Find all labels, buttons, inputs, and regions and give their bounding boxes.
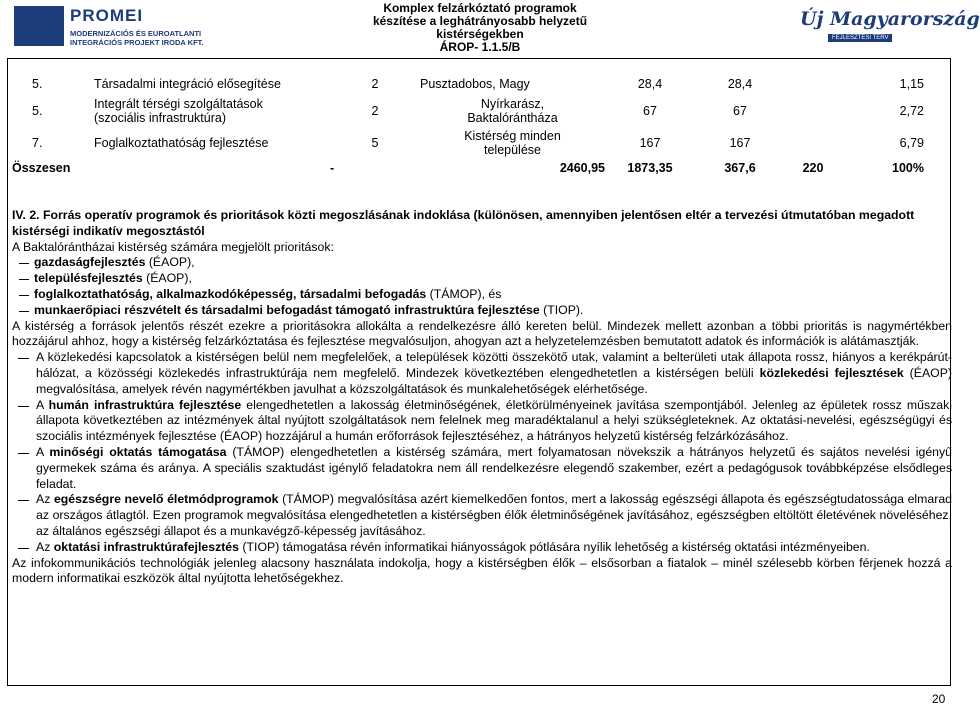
priority-item [12,287,952,303]
row-value-d: 1,15 [899,77,924,91]
justification-item [12,492,952,539]
table-row [32,127,932,159]
dash-bullet [19,279,29,280]
row-value-c [785,95,841,127]
total-value-e: 100% [892,161,924,175]
row-count: 5 [371,136,379,150]
dash-bullet [19,311,29,312]
table-row [32,95,932,127]
priorities-intro: A Baktalórántházai kistérség számára megjelölt prioritások: [12,239,334,254]
uj-magyarorszag-tagline: FEJLESZTÉSI TERV [828,34,892,42]
allocation-table [12,73,932,177]
row-place [420,95,605,127]
total-value-c: 367,6 [724,161,756,175]
text-run: A [36,444,50,459]
text-run: (TIOP) támogatása révén informatikai hiányosságok pótlására nyílik lehetőség a kistérség oktatási intézményeiben. [239,539,870,554]
row-name-line: (szociális infrastruktúra) [94,111,226,125]
row-number: 5. [32,77,43,91]
total-value-d: 220 [802,161,824,175]
total-count: - [330,161,335,175]
dash-bullet [19,263,29,264]
priority-name: gazdaságfejlesztés [34,255,146,270]
row-value-a: 67 [643,104,657,118]
row-count: 2 [371,104,379,118]
row-number: 5. [32,104,43,118]
row-place: Pusztadobos, Magy [420,77,530,91]
row-place-line: települése [484,143,541,157]
dash-bullet [18,548,29,549]
row-value-b: 167 [729,136,751,150]
row-value-b: 67 [733,104,747,118]
text-run: elengedhetetlen a lakosság életminőségének, életkörülményeinek javítása szempontjából. Jelenleg az épületek rossz műszaki állapota következtében az intézmények által nyújtott szolgáltatások nem felelnek meg maradéktalanul a helyi szükségleteknek. Az oktatási-nevelési, egészségügyi és szociális intézmények fejlesztése (ÉAOP) hozzájárul a humán erőforrások fejlesztéséhez, a hátrányos helyzetű kistérség felzárkózásához. [36,397,952,444]
row-value-d: 6,79 [899,136,924,150]
promei-subline-2: INTEGRÁCIÓS PROJEKT IRODA KFT. [70,38,204,47]
table-row [32,73,932,95]
priority-item [12,255,952,271]
row-value-a: 167 [639,136,661,150]
priority-program: (TÁMOP), és [426,286,502,301]
text-run: Az [36,492,54,507]
total-value-a: 2460,95 [559,161,605,175]
text-run: (ÉAOP) megvalósítása, amelyek révén nagymértékben javulhat a közszolgáltatások és munkalehetőségek elérhetősége. [36,365,953,396]
row-count: 2 [371,77,379,91]
row-place-line: Nyírkarász, [480,97,545,111]
header-title [200,2,760,54]
row-value-a: 28,4 [637,77,663,91]
row-place [420,127,605,159]
dash-bullet [18,500,29,501]
uj-magyarorszag-script: Új Magyarország [800,8,980,30]
text-run: Az [36,539,54,554]
section-body [12,208,952,587]
total-label: Összesen [12,161,71,175]
row-name: Társadalmi integráció elősegítése [94,77,281,91]
justification-item [12,445,952,492]
dash-bullet [18,358,29,359]
priority-name: településfejlesztés [34,271,143,286]
row-name: Foglalkoztathatóság fejlesztése [94,136,269,150]
justification-item [12,540,952,556]
header-title-line: kistérségekben [436,27,524,41]
promei-brand: PROMEI [70,6,144,25]
total-label-cell [12,159,330,177]
text-run-bold: egészségre nevelő életmódprogramok [53,492,279,507]
promei-logo [14,6,204,48]
page-number: 20 [932,692,946,706]
priority-item [12,303,952,319]
row-value-d: 2,72 [899,104,924,118]
text-run-bold: oktatási infrastruktúrafejlesztés [53,539,239,554]
header-title-line: Komplex felzárkóztató programok [383,1,577,15]
header-title-line: ÁROP- 1.1.5/B [439,40,521,54]
promei-subline-1: MODERNIZÁCIÓS ÉS EUROATLANTI [70,29,202,38]
priority-program: (ÉAOP), [145,255,195,270]
dash-bullet [18,406,29,407]
row-value-c [785,73,841,95]
priority-name: foglalkoztathatóság, alkalmazkodóképesség, társadalmi befogadás [34,286,427,301]
row-place-line: Baktalórántháza [467,111,558,125]
header-title-line: készítése a leghátrányosabb helyzetű [372,14,588,28]
row-value-c [785,127,841,159]
row-name [94,95,330,127]
row-number: 7. [32,136,43,150]
dash-bullet [18,453,29,454]
justification-item [12,350,952,397]
text-run-bold: közlekedési fejlesztések [759,365,904,380]
justification-item [12,398,952,445]
dash-bullet [19,295,29,296]
text-run: A közlekedési kapcsolatok a kistérségen belül nem megfelelőek, a települések közötti összekötő utak, valamint a belterületi utak állapota rossz, hiányos a kerékpárút-hálózat, a közösségi közlekedés infrastruktúrája nem megfelelő. Mindezek következtében elengedhetetlen a kistérségen belüli [36,350,952,380]
priority-name: munkaerőpiaci részvételt és társadalmi befogadást támogató infrastruktúra fejlesztése [34,302,540,317]
row-name-line: Integrált térségi szolgáltatások [94,97,263,111]
priority-program: (ÉAOP), [142,271,192,286]
text-run-bold: humán infrastruktúra fejlesztése [48,397,242,412]
uj-magyarorszag-logo [800,2,980,48]
text-run: (TÁMOP) megvalósítása azért kiemelkedően fontos, mert a lakosság egészségi állapota és egészségtudatossága elmarad az országos átlagtól. Ezen programok megvalósítása elengedhetetlen a kistérségben élők életminőségének javításához, egészségben eltöltött életévének növeléséhez, az általános egészségi állapot és a munkavégző-képesség javításához. [36,492,952,538]
total-row [32,159,932,177]
promei-logo-mark [14,6,64,46]
text-run: (TÁMOP) elengedhetetlen a kistérség számára, mert folyamatosan növekszik a hátrányos helyzetű és sajátos nevelési igényű gyermekek száma és aránya. A speciális szaktudást igénylő feladatokra nem áll rendelkezésre elegendő szakember, ezért a pedagógusok továbbképzése elsődleges feladat. [36,444,953,491]
section-heading: IV. 2. Forrás operatív programok és prioritások közti megoszlásának indoklása (különösen, amennyiben jelentősen eltér a tervezési útmutatóban megadott kistérségi indikatív megosztástól [12,208,915,238]
total-value-b: 1873,35 [627,161,673,175]
text-run: A [36,397,49,412]
priority-item [12,271,952,287]
row-place-line: Kistérség minden [464,129,561,143]
paragraph: A kistérség a források jelentős részét ezekre a prioritásokra allokálta a rendelkezésre álló kereten belül. Mindezek mellett azonban a többi prioritás is nagymértékben hozzájárul ahhoz, hogy a kistérség felzárkóztatása és fejlesztése megvalósuljon, ahogyan azt a helyzetelemzésben bemutatott adatok és információk is alátámasztják. [12,318,952,349]
paragraph: Az infokommunikációs technológiák jelenleg alacsony használata indokolja, hogy a kistérségben élők – elsősorban a fiatalok – minél szélesebb körben férjenek hozzá a modern informatikai eszközök által nyújtotta lehetőségekhez. [12,555,952,586]
priority-program: (TIOP). [539,302,584,317]
text-run-bold: minőségi oktatás támogatása [49,444,227,459]
row-value-b: 28,4 [727,77,753,91]
